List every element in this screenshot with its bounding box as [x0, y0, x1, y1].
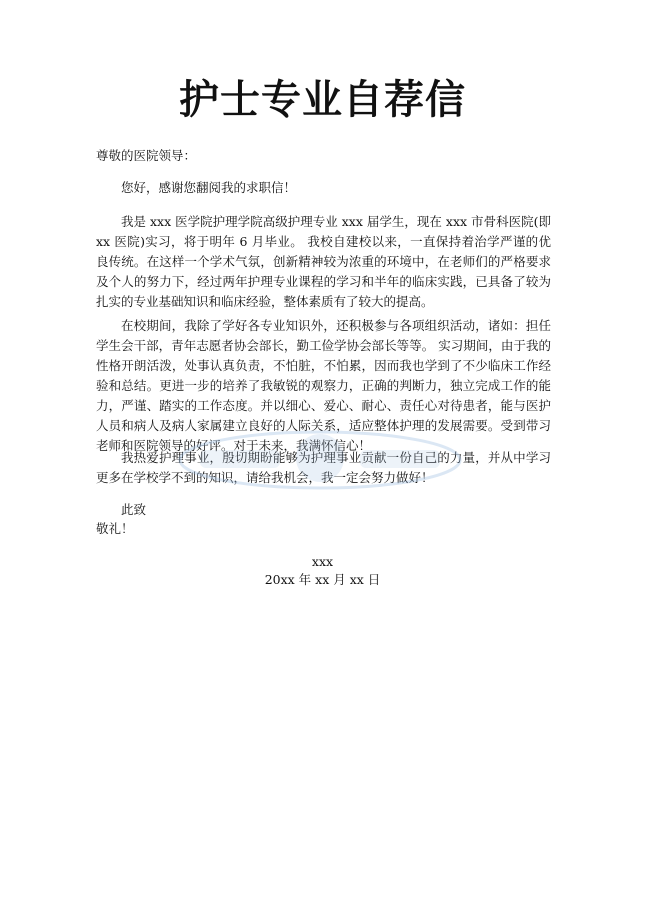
paragraph-2: 我是 xxx 医学院护理学院高级护理专业 xxx 届学生，现在 xxx 市骨科医院(即 xx 医院)实习，将于明年 6 月毕业。 我校自建校以来，一直保持着治学严谨的优良传统。在这样一个学术气氛，创新精神较为浓重的环境中，在老师们的严格要求及个人的努力下，经过两年护理专业课程的学习和半年的临床实践，已具备了较为扎实的专业基础知识和临床经验，整体素质有了较大的提高。	[96, 214, 551, 309]
paragraph-4: 我热爱护理事业，殷切期盼能够为护理事业贡献一份自己的力量，并从中学习更多在学校学不到的知识，请给我机会，我一定会努力做好！	[96, 450, 551, 485]
page-title: 护士专业自荐信	[179, 77, 466, 123]
signature-name: xxx	[311, 554, 334, 569]
paragraph-3: 在校期间，我除了学好各专业知识外，还积极参与各项组织活动，诸如：担任学生会干部，青年志愿者协会部长，勤工俭学协会部长等等。 实习期间，由于我的性格开朗活泼，处事认真负责，不怕脏，不怕累，因而我也学到了不少临床工作经验和总结。更进一步的培养了我敏锐的观察力，正确的判断力，独立完成工作的能力，严谨、踏实的工作态度。并以细心、爱心、耐心、责任心对待患者，能与医护人员和病人及病人家属建立良好的人际关系，适应整体护理的发展需要。受到带习老师和医院领导的好评。对于未来，我满怀信心！	[96, 318, 551, 453]
salutation: 尊敬的医院领导：	[96, 148, 197, 163]
paragraph-1: 您好，感谢您翻阅我的求职信！	[121, 180, 297, 195]
signature-date: 20xx 年 xx 月 xx 日	[264, 572, 381, 587]
closing-line-2: 敬礼！	[96, 521, 134, 536]
closing-line-1: 此致	[121, 502, 147, 517]
